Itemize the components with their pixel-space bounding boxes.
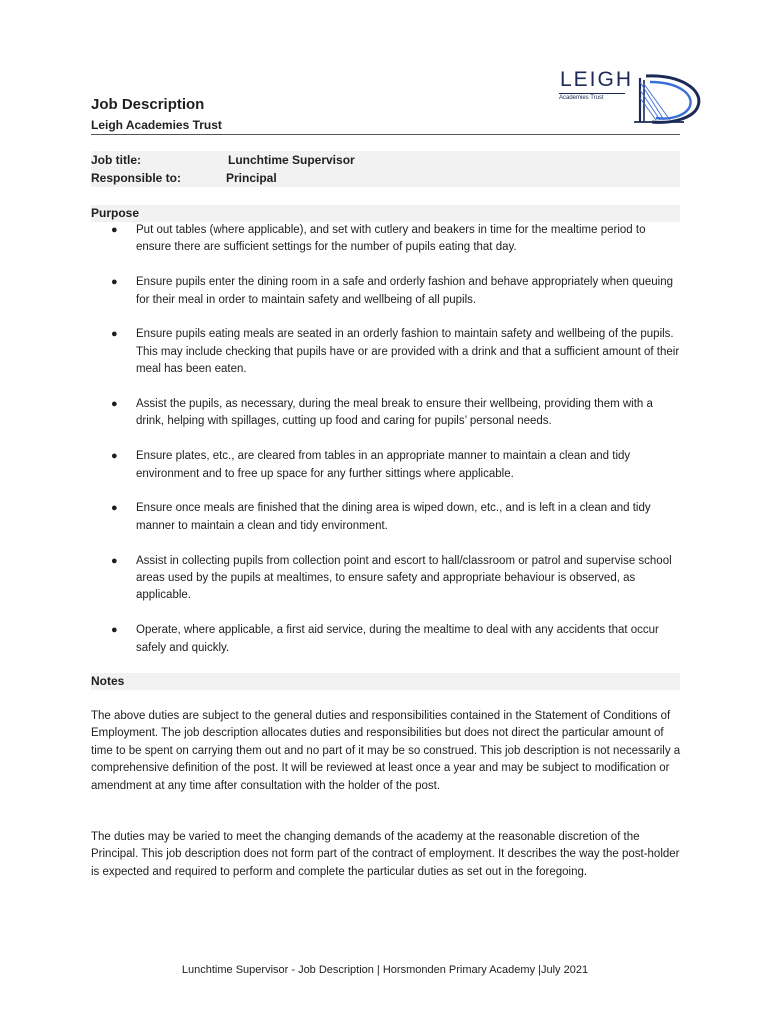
- logo-subtext: Academies Trust: [559, 93, 625, 101]
- bullet-icon: ●: [111, 224, 118, 236]
- bridge-swoosh-icon: [634, 72, 704, 128]
- purpose-item-text: Ensure pupils enter the dining room in a safe and orderly fashion and behave appropriately when queuing for their meal in order to maintain safety and wellbeing of all pupils.: [136, 276, 674, 306]
- list-item: [110, 396, 682, 431]
- list-item: [110, 553, 682, 605]
- header-divider: [91, 134, 680, 135]
- purpose-item-text: Operate, where applicable, a first aid service, during the mealtime to deal with any accidents that occur safely and quickly.: [136, 624, 659, 654]
- purpose-item-text: Ensure plates, etc., are cleared from tables in an appropriate manner to maintain a clean and tidy environment and to free up space for any further sittings where applicable.: [136, 450, 631, 480]
- purpose-heading-band: [91, 205, 680, 222]
- bullet-icon: ●: [111, 554, 118, 567]
- bullet-icon: ●: [111, 502, 118, 515]
- logo-wordmark: LEIGH: [560, 68, 634, 91]
- bullet-icon: ●: [111, 328, 118, 341]
- purpose-item-text: Ensure pupils eating meals are seated in an orderly fashion to maintain safety and wellbeing of the pupils. This may include checking that pupils have or are provided with a drink and that a sufficient amount of their meal has been eaten.: [136, 328, 680, 376]
- notes-paragraph-1: The above duties are subject to the general duties and responsibilities contained in the Statement of Conditions of Employment. The job description allocates duties and responsibilities but does not direct the particular amount of time to be spent on carrying them out and no part of it may be so construed. This job description is not necessarily a comprehensive definition of the post. It will be reviewed at least once a year and may be subject to modification or amendment at any time after consultation with the holder of the post.: [91, 710, 681, 792]
- bullet-icon: ●: [111, 398, 118, 411]
- list-item: [110, 500, 682, 535]
- purpose-item-text: Put out tables (where applicable), and set with cutlery and beakers in time for the mealtime period to ensure there are sufficient settings for the number of pupils eating that day.: [136, 224, 646, 254]
- notes-heading-band: [91, 673, 680, 690]
- job-title-label: Job title:: [91, 153, 141, 167]
- list-item: [110, 622, 682, 657]
- bullet-icon: ●: [111, 624, 118, 637]
- page-footer: Lunchtime Supervisor - Job Description | Horsmonden Primary Academy |July 2021: [181, 964, 589, 976]
- list-item: [110, 222, 682, 257]
- job-title-value: Lunchtime Supervisor: [228, 153, 355, 167]
- bullet-icon: ●: [111, 450, 118, 463]
- responsible-to-value: Principal: [226, 171, 277, 185]
- purpose-list: [110, 222, 682, 674]
- purpose-heading: Purpose: [91, 206, 140, 220]
- purpose-item-text: Assist in collecting pupils from collection point and escort to hall/classroom or patrol and supervise school areas used by the pupils at mealtimes, to ensure safety and appropriate behaviour is observed, as applicable.: [136, 554, 672, 602]
- bullet-icon: ●: [111, 276, 118, 289]
- purpose-item-text: Assist the pupils, as necessary, during the meal break to ensure their wellbeing, providing them with a drink, helping with spillages, cutting up food and caring for pupils’ personal needs.: [136, 398, 653, 428]
- list-item: [110, 448, 682, 483]
- notes-heading: Notes: [91, 674, 125, 688]
- notes-paragraph-2: The duties may be varied to meet the changing demands of the academy at the reasonable discretion of the Principal. This job description does not form part of the contract of employment. It describes the way the post-holder is expected and required to perform and complete the particular duties as set out in the foregoing.: [91, 831, 680, 878]
- organisation-name: Leigh Academies Trust: [91, 118, 222, 132]
- leigh-academies-trust-logo: [556, 66, 702, 128]
- list-item: [110, 274, 682, 309]
- document-title: Job Description: [91, 96, 205, 113]
- purpose-item-text: Ensure once meals are finished that the dining area is wiped down, etc., and is left in a clean and tidy manner to maintain a clean and tidy environment.: [136, 502, 651, 532]
- list-item: [110, 326, 682, 378]
- responsible-to-label: Responsible to:: [91, 171, 182, 185]
